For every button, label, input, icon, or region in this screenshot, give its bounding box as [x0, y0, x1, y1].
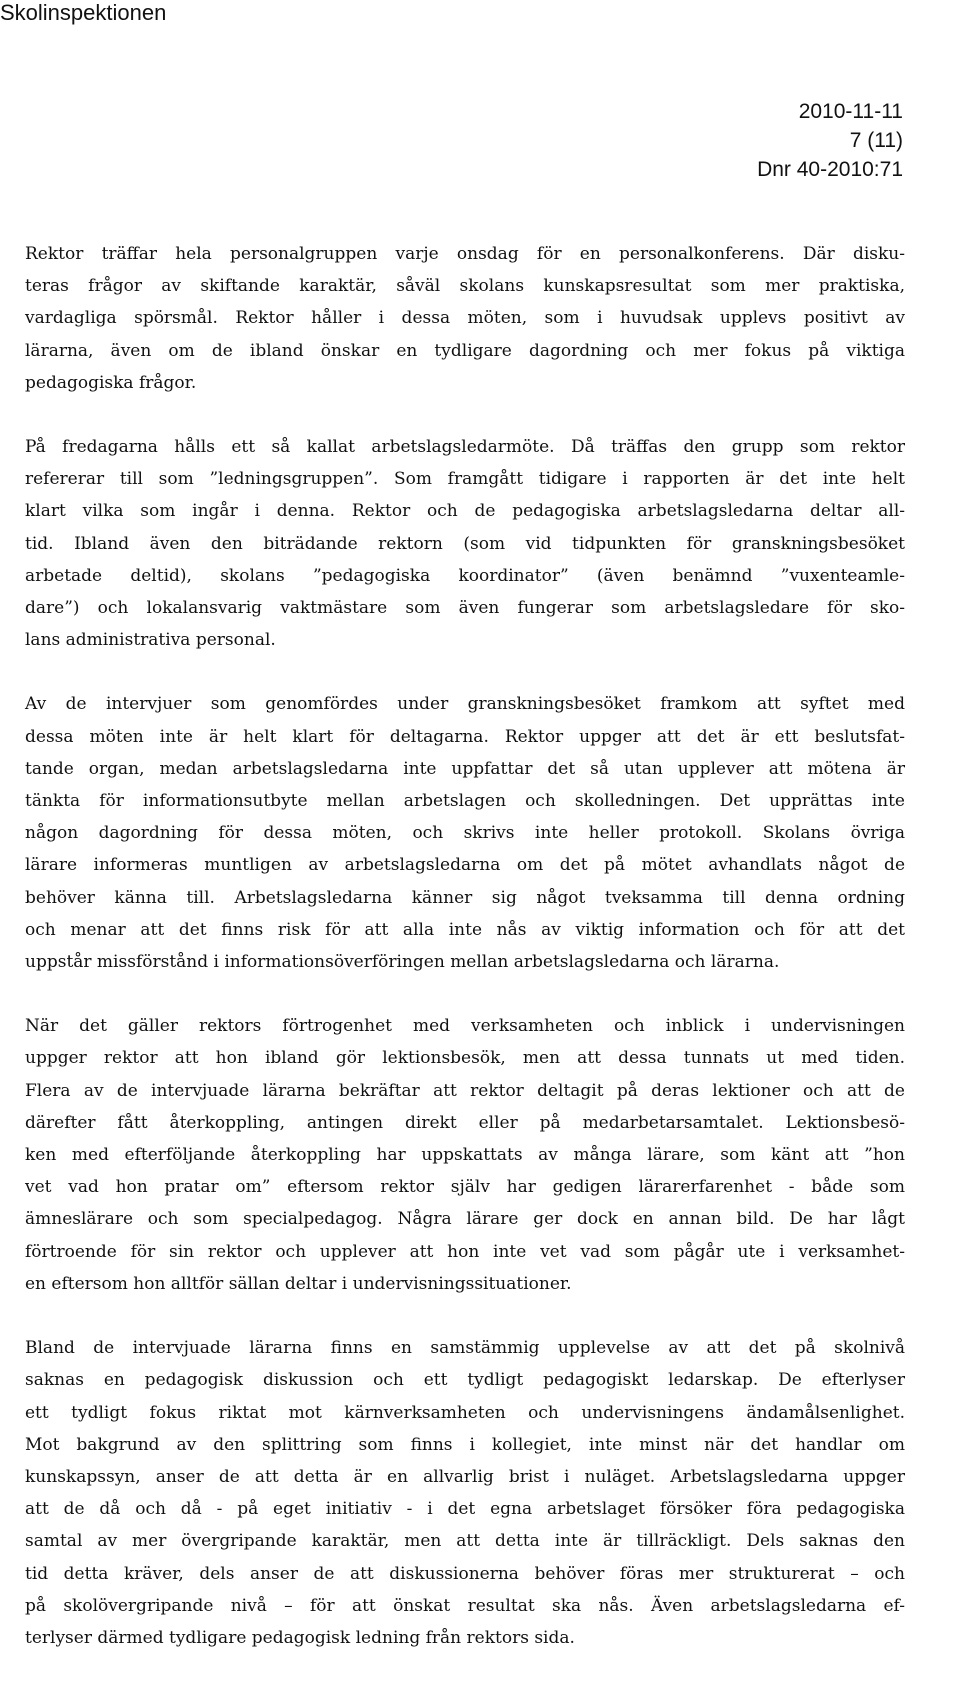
text-line: dare”) och lokalansvarig vaktmästare som även fungerar som arbetslagsledare för sko-: [25, 598, 905, 619]
text-line: ett tydligt fokus riktat mot kärnverksamheten och undervisningens ändamålsenlighet.: [25, 1402, 905, 1423]
text-line: klart vilka som ingår i denna. Rektor och de pedagogiska arbetslagsledarna deltar all-: [25, 501, 905, 522]
text-line: någon dagordning för dessa möten, och skrivs inte heller protokoll. Skolans övriga: [25, 823, 905, 844]
text-line: pedagogiska frågor.: [25, 372, 197, 393]
paragraph-5: [25, 1332, 905, 1654]
text-line: samtal av mer övergripande karaktär, men att detta inte är tillräckligt. Dels saknas den: [25, 1531, 905, 1552]
text-line: lärare informeras muntligen av arbetslagsledarna om det på mötet avhandlats något de: [25, 855, 905, 876]
text-line: lans administrativa personal.: [25, 630, 276, 651]
text-line: vardagliga spörsmål. Rektor håller i dessa möten, som i huvudsak upplevs positivt av: [25, 308, 905, 329]
text-line: tande organ, medan arbetslagsledarna inte uppfattar det så utan upplever att mötena är: [25, 758, 905, 779]
text-line: att de då och då - på eget initiativ - i det egna arbetslaget försöker föra pedagogiska: [25, 1499, 905, 1520]
text-line: tid detta kräver, dels anser de att diskussionerna behöver föras mer strukturerat – och: [25, 1563, 905, 1584]
paragraph-2: [25, 431, 905, 656]
text-line: tänkta för informationsutbyte mellan arbetslagen och skolledningen. Det upprättas inte: [25, 791, 905, 812]
document-date: 2010-11-11: [798, 100, 903, 123]
text-line: därefter fått återkoppling, antingen direkt eller på medarbetarsamtalet. Lektionsbesö-: [25, 1112, 905, 1133]
document-body: [25, 238, 905, 1686]
text-line: dessa möten inte är helt klart för deltagarna. Rektor uppger att det är ett beslutsfat-: [25, 726, 905, 747]
text-line: kunskapssyn, anser de att detta är en allvarlig brist i nuläget. Arbetslagsledarna uppger: [25, 1466, 905, 1487]
document-reference: Dnr 40-2010:71: [757, 158, 903, 181]
text-line: saknas en pedagogisk diskussion och ett tydligt pedagogiskt ledarskap. De efterlyser: [25, 1370, 905, 1391]
text-line: Av de intervjuer som genomfördes under granskningsbesöket framkom att syftet med: [25, 694, 905, 715]
text-line: en eftersom hon alltför sällan deltar i undervisningssituationer.: [25, 1273, 572, 1294]
text-line: ämneslärare och som specialpedagog. Några lärare ger dock en annan bild. De har lågt: [25, 1209, 905, 1230]
text-line: Rektor träffar hela personalgruppen varje onsdag för en personalkonferens. Där disku-: [25, 244, 905, 264]
text-line: När det gäller rektors förtrogenhet med verksamheten och inblick i undervisningen: [25, 1016, 905, 1037]
text-line: på skolövergripande nivå – för att önskat resultat ska nås. Även arbetslagsledarna ef-: [25, 1595, 905, 1616]
paragraph-3: [25, 688, 905, 978]
text-line: arbetade deltid), skolans ”pedagogiska koordinator” (även benämnd ”vuxenteamle-: [25, 565, 905, 586]
text-line: behöver känna till. Arbetslagsledarna känner sig något tveksamma till denna ordning: [25, 887, 905, 908]
document-meta: [757, 97, 903, 184]
paragraph-4: [25, 1010, 905, 1300]
text-line: Flera av de intervjuade lärarna bekräftar att rektor deltagit på deras lektioner och att de: [25, 1080, 905, 1101]
page-number: 7 (11): [849, 129, 903, 152]
text-line: Bland de intervjuade lärarna finns en samstämmig upplevelse av att det på skolnivå: [25, 1338, 905, 1359]
organization-name: Skolinspektionen: [0, 0, 167, 25]
text-line: tid. Ibland även den biträdande rektorn (som vid tidpunkten för granskningsbesöket: [25, 533, 905, 554]
text-line: terlyser därmed tydligare pedagogisk ledning från rektors sida.: [25, 1627, 575, 1648]
text-line: uppstår missförstånd i informationsöverföringen mellan arbetslagsledarna och lärarna.: [25, 952, 780, 973]
text-line: Mot bakgrund av den splittring som finns i kollegiet, inte minst när det handlar om: [25, 1434, 905, 1455]
text-line: teras frågor av skiftande karaktär, såväl skolans kunskapsresultat som mer praktiska,: [25, 276, 905, 297]
text-line: ken med efterföljande återkoppling har uppskattats av många lärare, som känt att ”hon: [25, 1145, 905, 1166]
paragraph-1: [25, 238, 905, 399]
text-line: och menar att det finns risk för att alla inte nås av viktig information och för att det: [25, 919, 905, 940]
text-line: uppger rektor att hon ibland gör lektionsbesök, men att dessa tunnats ut med tiden.: [25, 1048, 905, 1069]
text-line: förtroende för sin rektor och upplever att hon inte vet vad som pågår ute i verksamhet-: [25, 1241, 905, 1262]
text-line: refererar till som ”ledningsgruppen”. Som framgått tidigare i rapporten är det inte helt: [25, 469, 905, 490]
text-line: lärarna, även om de ibland önskar en tydligare dagordning och mer fokus på viktiga: [25, 340, 905, 361]
text-line: På fredagarna hålls ett så kallat arbetslagsledarmöte. Då träffas den grupp som rektor: [25, 437, 905, 458]
text-line: vet vad hon pratar om” eftersom rektor själv har gedigen lärarerfarenhet - både som: [25, 1177, 905, 1198]
